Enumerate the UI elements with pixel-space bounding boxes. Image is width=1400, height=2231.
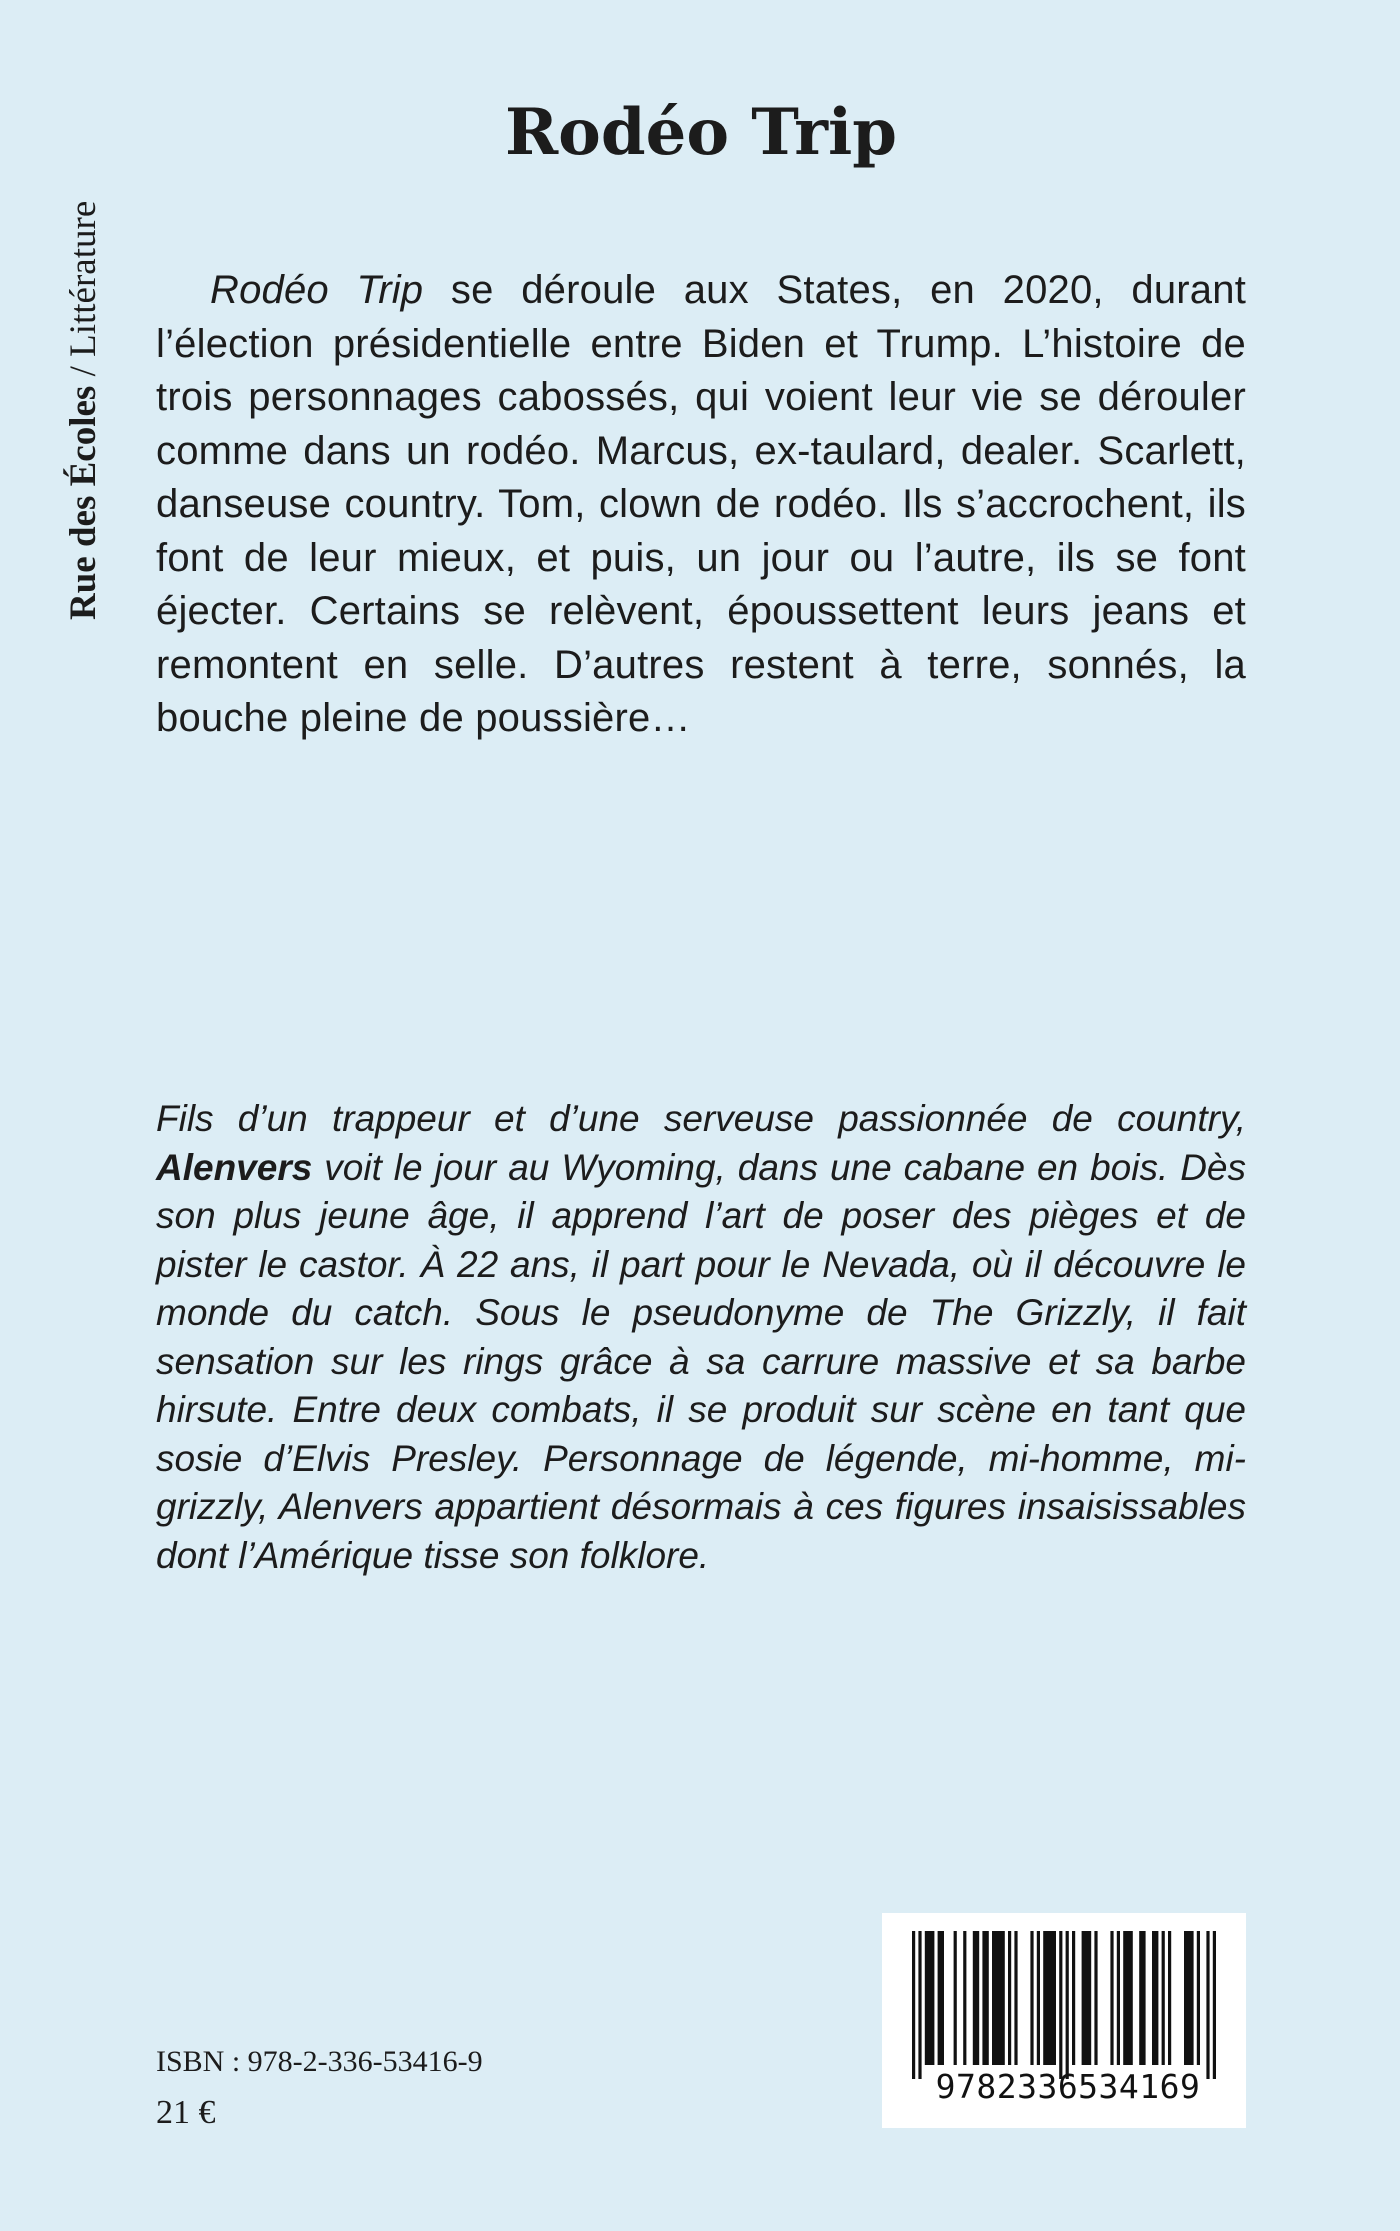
- barcode-bar: [1110, 1931, 1113, 2065]
- book-title: Rodéo Trip: [504, 95, 898, 170]
- synopsis-title-ref: Rodéo Trip: [210, 268, 424, 312]
- barcode-bar: [1168, 1931, 1171, 2065]
- barcode-bar: [1197, 1931, 1200, 2065]
- barcode-bar: [1152, 1931, 1158, 2065]
- spine-separator: /: [63, 356, 104, 386]
- barcode-bar: [1213, 1931, 1216, 2079]
- barcode-bar: [1162, 1931, 1165, 2065]
- barcode: [882, 1913, 1246, 2128]
- barcode-bar: [1206, 1931, 1209, 2079]
- isbn: ISBN : 978-2-336-53416-9: [156, 2045, 483, 2078]
- series-name: Rue des Écoles: [63, 385, 104, 620]
- barcode-bar: [1030, 1931, 1033, 2065]
- bio-intro: Fils d’un trappeur et d’une serveuse passionnée de country,: [156, 1098, 1246, 1139]
- barcode-bar: [1123, 1931, 1133, 2065]
- barcode-bar: [963, 1931, 966, 2065]
- author-bio: [156, 1095, 1246, 1580]
- spine-text: [54, 100, 114, 620]
- barcode-bar: [925, 1931, 935, 2065]
- synopsis-text: se déroule aux States, en 2020, durant l’élection présidentielle entre Biden et Trump. L’histoire de trois personnages cabossés, qui voient leur vie se dérouler comme dans un rodéo. Marcus, ex-taulard, dealer. Scarlett, danseuse country. Tom, clown de rodéo. Ils s’accrochent, ils font de leur mieux, et puis, un jour ou l’autre, ils se font éjecter. Certains se relèvent, époussettent leurs jeans et remontent en selle. D’autres restent à terre, sonnés, la bouche pleine de poussière…: [156, 268, 1247, 740]
- barcode-bar: [918, 1931, 921, 2079]
- barcode-bar: [1059, 1931, 1062, 2079]
- barcode-bar: [1066, 1931, 1069, 2079]
- bio-text: voit le jour au Wyoming, dans une cabane en bois. Dès son plus jeune âge, il apprend l’art de poser des pièges et de pister le castor. À 22 ans, il part pour le Nevada, où il découvre le monde du catch. Sous le pseudonyme de The Grizzly, il fait sensation sur les rings grâce à sa carrure massive et sa barbe hirsute. Entre deux combats, il se produit sur scène en tant que sosie d’Elvis Presley. Personnage de légende, mi-homme, mi-grizzly, Alenvers appartient désormais à ces figures insaisissables dont l’Amérique tisse son folklore.: [156, 1146, 1246, 1576]
- barcode-bar: [1072, 1931, 1075, 2065]
- barcode-bar: [1094, 1931, 1097, 2065]
- barcode-bar: [954, 1931, 957, 2065]
- barcode-bar: [973, 1931, 979, 2065]
- author-name: Alenvers: [156, 1146, 313, 1188]
- barcode-bar: [1082, 1931, 1092, 2065]
- barcode-bar: [982, 1931, 988, 2065]
- barcode-bar: [1043, 1931, 1056, 2065]
- category-name: Littérature: [63, 200, 104, 357]
- barcode-bar: [912, 1931, 915, 2079]
- barcode-bar: [938, 1931, 944, 2065]
- barcode-bar: [1139, 1931, 1145, 2065]
- barcode-bar: [1008, 1931, 1011, 2065]
- barcode-digits: 9782336534169: [935, 2067, 1201, 2106]
- barcode-bar: [1184, 1931, 1194, 2065]
- synopsis: [156, 264, 1246, 746]
- barcode-bar: [1014, 1931, 1017, 2065]
- barcode-bar: [1037, 1931, 1040, 2065]
- price: 21 €: [156, 2094, 216, 2131]
- barcode-bar: [1117, 1931, 1120, 2065]
- spine-label: [54, 100, 114, 620]
- barcode-bar: [992, 1931, 1005, 2065]
